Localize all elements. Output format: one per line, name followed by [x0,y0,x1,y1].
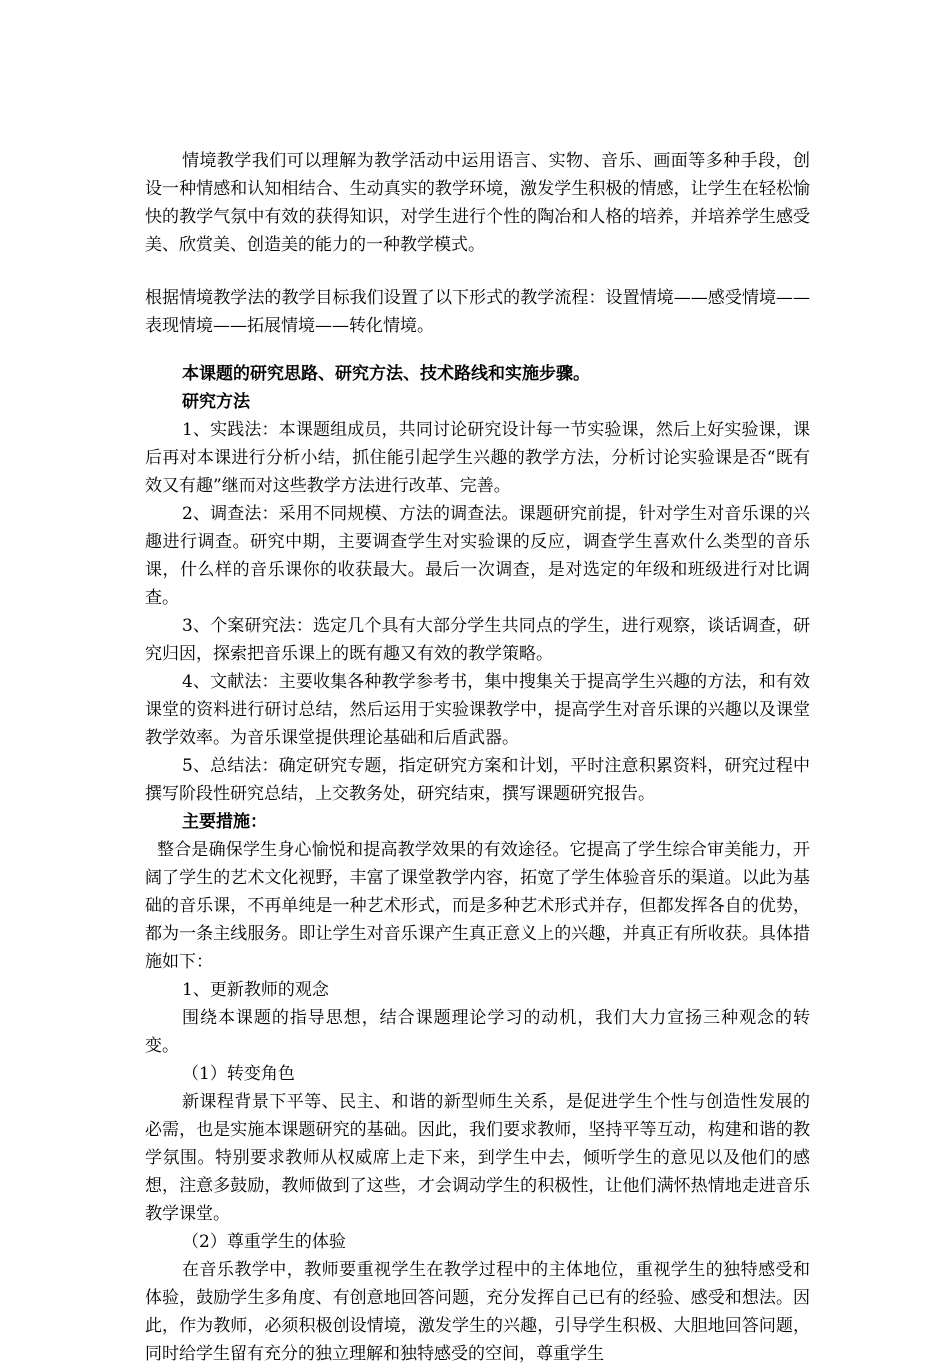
measure-1-item-2-body: 在音乐教学中，教师要重视学生在教学过程中的主体地位，重视学生的独特感受和体验，鼓励学生多角度、有创意地回答问题，充分发挥自己已有的经验、感受和想法。因此，作为教师，必须积极创设情境，激发学生的兴趣，引导学生积极、大胆地回答问题，同时给学生留有充分的独立理解和独特感受的空间，尊重学生 [145,1260,810,1364]
method-summary: 5、总结法：确定研究专题，指定研究方案和计划，平时注意积累资料，研究过程中撰写阶段性研究总结，上交教务处，研究结束，撰写课题研究报告。 [145,756,810,804]
paragraph-spacer [145,340,810,360]
method-case-study: 3、个案研究法：选定几个具有大部分学生共同点的学生，进行观察，谈话调查，研究归因，探索把音乐课上的既有趣又有效的教学策略。 [145,616,810,664]
measure-1-item-1-heading: （1）转变角色 [182,1064,295,1084]
document-page [145,147,810,1368]
flow-paragraph: 根据情境教学法的教学目标我们设置了以下形式的教学流程：设置情境——感受情境——表现情境——拓展情境——转化情境。 [145,288,810,336]
measures-intro: 整合是确保学生身心愉悦和提高教学效果的有效途径。它提高了学生综合审美能力，开阔了学生的艺术文化视野，丰富了课堂教学内容，拓宽了学生体验音乐的渠道。以此为基础的音乐课，不再单纯是一种艺术形式，而是多种艺术形式并存，但都发挥各自的优势，都为一条主线服务。即让学生对音乐课产生真正意义上的兴趣，并真正有所收获。具体措施如下： [145,840,810,972]
measure-heading-1: 1、更新教师的观念 [182,980,329,1000]
measure-1-item-2-heading: （2）尊重学生的体验 [182,1232,346,1252]
paragraph-spacer [145,259,810,284]
measure-1-item-1-body: 新课程背景下平等、民主、和谐的新型师生关系，是促进学生个性与创造性发展的必需，也是实施本课题研究的基础。因此，我们要求教师，坚持平等互动，构建和谐的教学氛围。特别要求教师从权威席上走下来，到学生中去，倾听学生的意见以及他们的感想，注意多鼓励，教师做到了这些，才会调动学生的积极性，让他们满怀热情地走进音乐教学课堂。 [145,1092,810,1224]
section-heading: 本课题的研究思路、研究方法、技术路线和实施步骤。 [182,364,590,384]
measure-1-body: 围绕本课题的指导思想，结合课题理论学习的动机，我们大力宣扬三种观念的转变。 [145,1008,810,1056]
method-survey: 2、调查法：采用不同规模、方法的调查法。课题研究前提，针对学生对音乐课的兴趣进行调查。研究中期，主要调查学生对实验课的反应，调查学生喜欢什么类型的音乐课，什么样的音乐课你的收获最大。最后一次调查，是对选定的年级和班级进行对比调查。 [145,504,810,608]
subsection-heading-methods: 研究方法 [182,392,250,412]
intro-paragraph: 情境教学我们可以理解为教学活动中运用语言、实物、音乐、画面等多种手段，创设一种情感和认知相结合、生动真实的教学环境，激发学生积极的情感，让学生在轻松愉快的教学气氛中有效的获得知识，对学生进行个性的陶冶和人格的培养，并培养学生感受美、欣赏美、创造美的能力的一种教学模式。 [145,151,810,255]
method-practice: 1、实践法：本课题组成员，共同讨论研究设计每一节实验课，然后上好实验课，课后再对本课进行分析小结，抓住能引起学生兴趣的教学方法，分析讨论实验课是否“既有效又有趣”继而对这些教学方法进行改革、完善。 [145,420,810,496]
method-literature: 4、文献法：主要收集各种教学参考书，集中搜集关于提高学生兴趣的方法，和有效课堂的资料进行研讨总结，然后运用于实验课教学中，提高学生对音乐课的兴趣以及课堂教学效率。为音乐课堂提供理论基础和后盾武器。 [145,672,810,748]
subsection-heading-measures: 主要措施： [182,812,267,832]
